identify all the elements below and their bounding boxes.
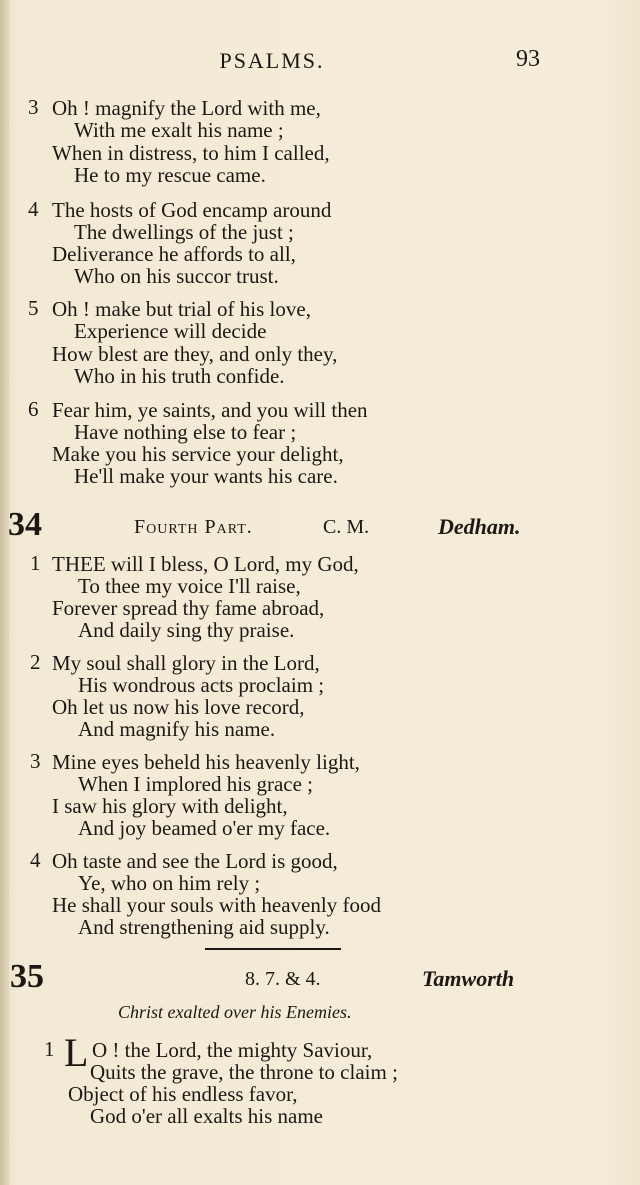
- verse-line: Deliverance he affords to all,: [52, 242, 296, 266]
- verse-number: 1: [30, 551, 41, 575]
- page-number: 93: [516, 46, 540, 72]
- verse-line: The dwellings of the just ;: [74, 220, 294, 244]
- verse-number: 4: [30, 848, 41, 872]
- hymn-number: 35: [10, 958, 44, 995]
- verse-line: Oh ! magnify the Lord with me,: [52, 96, 321, 120]
- hymn-part: Fourth Part.: [134, 516, 253, 538]
- verse-line: How blest are they, and only they,: [52, 342, 338, 366]
- verse-line: When I implored his grace ;: [78, 772, 313, 796]
- section-divider: [205, 948, 341, 950]
- drop-cap: L: [64, 1030, 89, 1075]
- tune-name: Tamworth: [422, 966, 515, 991]
- verse-number: 4: [28, 197, 39, 221]
- verse-line: To thee my voice I'll raise,: [78, 574, 301, 598]
- verse-number: 3: [30, 749, 41, 773]
- verse-line: He shall your souls with heavenly food: [52, 893, 381, 917]
- verse-line: God o'er all exalts his name: [90, 1104, 323, 1128]
- verse-line: He to my rescue came.: [74, 163, 266, 187]
- verse-line: And joy beamed o'er my face.: [78, 816, 331, 840]
- running-header: PSALMS.: [219, 48, 325, 73]
- verse-line: My soul shall glory in the Lord,: [52, 651, 320, 675]
- verse-line: Fear him, ye saints, and you will then: [52, 398, 368, 422]
- verse-line: With me exalt his name ;: [74, 118, 284, 142]
- verse-line: Who in his truth confide.: [74, 364, 285, 388]
- verse-number: 1: [44, 1037, 55, 1061]
- verse-number: 6: [28, 397, 39, 421]
- verse-line: Quits the grave, the throne to claim ;: [90, 1060, 398, 1084]
- verse-line: And strengthening aid supply.: [78, 915, 330, 939]
- verse-line: Mine eyes beheld his heavenly light,: [52, 750, 360, 774]
- verse-line: Object of his endless favor,: [68, 1082, 298, 1106]
- verse-line: I saw his glory with delight,: [52, 794, 288, 818]
- hymn-number: 34: [8, 506, 42, 543]
- hymn-meter: 8. 7. & 4.: [245, 968, 321, 990]
- verse-number: 5: [28, 296, 39, 320]
- verse-line: His wondrous acts proclaim ;: [78, 673, 325, 697]
- verse-line: He'll make your wants his care.: [74, 464, 338, 488]
- verse-line: O ! the Lord, the mighty Saviour,: [92, 1038, 373, 1062]
- hymn-meter: C. M.: [323, 516, 370, 538]
- page-gutter: [0, 0, 9, 1185]
- verse-line: Oh taste and see the Lord is good,: [52, 849, 338, 873]
- verse-line: The hosts of God encamp around: [52, 198, 332, 222]
- verse-line: Oh ! make but trial of his love,: [52, 297, 311, 321]
- verse-number: 3: [28, 95, 39, 119]
- verse-line: And magnify his name.: [78, 717, 276, 741]
- verse-number: 2: [30, 650, 41, 674]
- verse-line: Who on his succor trust.: [74, 264, 279, 288]
- verse-line: THEE will I bless, O Lord, my God,: [52, 552, 359, 576]
- verse-line: Experience will decide: [74, 319, 267, 343]
- verse-line: Oh let us now his love record,: [52, 695, 305, 719]
- verse-line: Make you his service your delight,: [52, 442, 344, 466]
- verse-line: When in distress, to him I called,: [52, 141, 330, 165]
- verse-line: Ye, who on him rely ;: [78, 871, 261, 895]
- verse-line: And daily sing thy praise.: [78, 618, 295, 642]
- verse-line: Forever spread thy fame abroad,: [52, 596, 325, 620]
- verse-line: Have nothing else to fear ;: [74, 420, 297, 444]
- hymn-subtitle: Christ exalted over his Enemies.: [118, 1002, 352, 1022]
- tune-name: Dedham.: [438, 514, 521, 539]
